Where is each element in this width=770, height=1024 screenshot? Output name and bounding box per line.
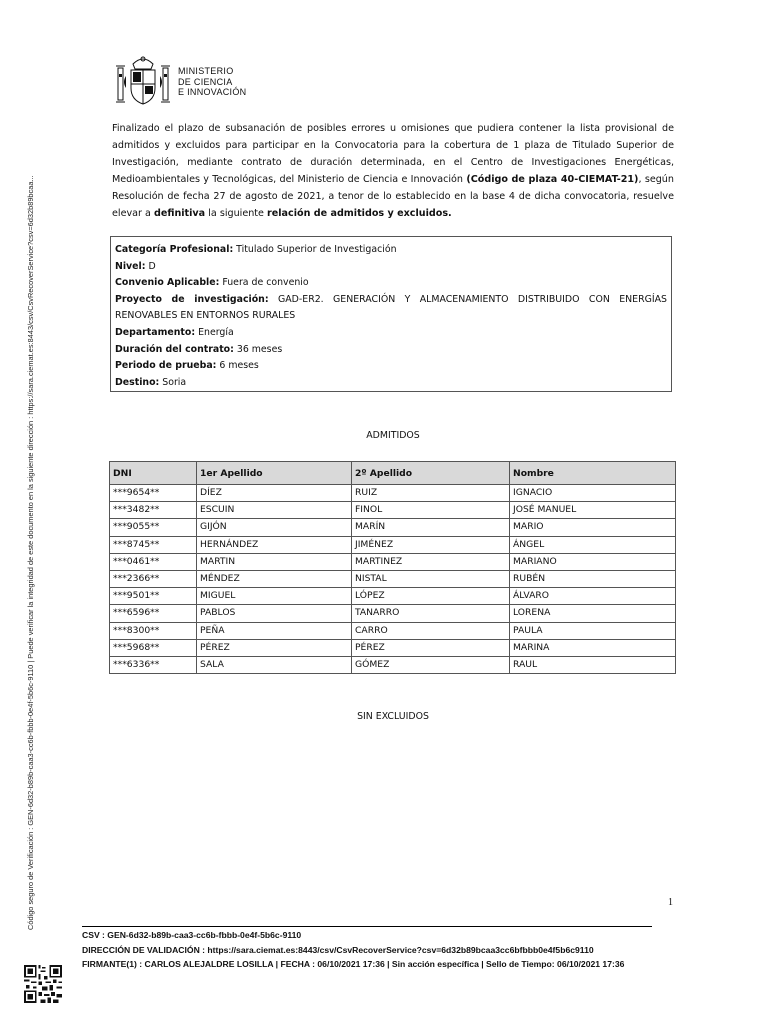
cell-nombre: LORENA	[510, 605, 676, 622]
header-dni: DNI	[110, 462, 197, 485]
table-row	[110, 485, 676, 502]
cell-apellido2: MARTINEZ	[352, 553, 510, 570]
plaza-code: (Código de plaza 40-CIEMAT-21)	[466, 174, 639, 185]
table-row	[110, 639, 676, 656]
proyecto-row	[115, 292, 667, 325]
intro-paragraph	[112, 120, 674, 222]
table-row	[110, 588, 676, 605]
cell-apellido1: PABLOS	[197, 605, 352, 622]
cell-nombre: JOSÉ MANUEL	[510, 502, 676, 519]
admitidos-title: ADMITIDOS	[366, 430, 420, 441]
cell-apellido2: GÓMEZ	[352, 656, 510, 673]
cell-dni: ***8745**	[110, 536, 197, 553]
cell-dni: ***8300**	[110, 622, 197, 639]
cell-apellido2: LÓPEZ	[352, 588, 510, 605]
cell-apellido1: DÍEZ	[197, 485, 352, 502]
cell-nombre: PAULA	[510, 622, 676, 639]
nivel-label: Nivel:	[115, 260, 146, 272]
admitidos-table	[109, 461, 676, 674]
departamento-row	[115, 325, 667, 342]
duracion-label: Duración del contrato:	[115, 343, 234, 355]
excluidos-title: SIN EXCLUIDOS	[357, 711, 429, 722]
cell-apellido1: SALA	[197, 656, 352, 673]
cell-apellido2: MARÍN	[352, 519, 510, 536]
logo-line-2: DE CIENCIA	[178, 76, 233, 87]
cell-apellido2: FINOL	[352, 502, 510, 519]
table-row	[110, 536, 676, 553]
table-row	[110, 519, 676, 536]
table-row	[110, 656, 676, 673]
proyecto-value: GAD-ER2. GENERACIÓN Y ALMACENAMIENTO DISTRIBUIDO CON ENERGÍAS RENOVABLES EN ENTORNOS RURALES	[115, 293, 667, 322]
table-row	[110, 502, 676, 519]
cell-apellido1: HERNÁNDEZ	[197, 536, 352, 553]
cell-apellido1: ESCUIN	[197, 502, 352, 519]
destino-row	[115, 375, 667, 392]
table-row	[110, 553, 676, 570]
cell-apellido1: MIGUEL	[197, 588, 352, 605]
header-apellido1: 1er Apellido	[197, 462, 352, 485]
cell-dni: ***2366**	[110, 570, 197, 587]
cell-dni: ***3482**	[110, 502, 197, 519]
categoria-value: Titulado Superior de Investigación	[233, 244, 397, 255]
table-row	[110, 605, 676, 622]
footer-signer: FIRMANTE(1) : CARLOS ALEJALDRE LOSILLA | FECHA : 06/10/2021 17:36 | Sin acción específica | Sello de Tiempo: 06/10/2021 17:36	[82, 959, 625, 969]
intro-text-1: Finalizado el plazo de subsanación de posibles errores u omisiones que pudiera contener la lista provisional de admitidos y excluidos para participar en la Convocatoria para la cobertura de 1 plaza de Titulado Superior de Investigación, mediante contrato de duración determinada, en el Centro de Investigaciones Energéticas, Medioambientales y Tecnológicas, del Ministerio de Ciencia e Innovación	[112, 123, 674, 185]
logo-line-1: MINISTERIO	[178, 66, 234, 77]
cell-dni: ***6336**	[110, 656, 197, 673]
cell-nombre: MARINA	[510, 639, 676, 656]
departamento-value: Energía	[195, 326, 234, 338]
page-number: 1	[668, 897, 673, 908]
relacion-text: relación de admitidos y excluidos.	[267, 208, 452, 219]
cell-apellido2: TANARRO	[352, 605, 510, 622]
table-row	[110, 622, 676, 639]
cell-nombre: ÁNGEL	[510, 536, 676, 553]
periodo-label: Periodo de prueba:	[115, 360, 217, 372]
cell-apellido1: MÉNDEZ	[197, 570, 352, 587]
cell-apellido1: MARTIN	[197, 553, 352, 570]
footer-validation-url: DIRECCIÓN DE VALIDACIÓN : https://sara.ciemat.es:8443/csv/CsvRecoverService?csv=6d32b89bcaa3cc6bfbbb0e4f5b6c9110	[82, 944, 594, 955]
cell-dni: ***0461**	[110, 553, 197, 570]
cell-dni: ***9055**	[110, 519, 197, 536]
convenio-row	[115, 275, 667, 292]
cell-apellido2: NISTAL	[352, 570, 510, 587]
cell-apellido1: PÉREZ	[197, 639, 352, 656]
header-apellido2: 2º Apellido	[352, 462, 510, 485]
verification-side-note: Código seguro de Verificación : GEN-6d32-b89b-caa3-cc6b-fbbb-0e4f-5b6c-9110 | Puede verificar la integridad de este documento en la siguiente dirección : https://sara.ciemat.es:8443/csv/CsvRecoverService?csv=6d32b89bcaa...	[26, 175, 35, 930]
departamento-label: Departamento:	[115, 326, 196, 338]
cell-dni: ***5968**	[110, 639, 197, 656]
cell-nombre: RAUL	[510, 656, 676, 673]
proyecto-label: Proyecto de investigación:	[115, 293, 269, 305]
position-info-box	[110, 236, 672, 392]
cell-dni: ***9654**	[110, 485, 197, 502]
cell-apellido2: CARRO	[352, 622, 510, 639]
intro-text-2: , según Resolución de fecha 27 de agosto de 2021, a tenor de lo establecido en la base 4 de dicha convocatoria, resuelve elevar a	[112, 174, 674, 219]
cell-nombre: ÁLVARO	[510, 588, 676, 605]
cell-apellido2: RUIZ	[352, 485, 510, 502]
coat-of-arms-icon	[114, 54, 172, 110]
table-header-row	[110, 462, 676, 485]
cell-apellido1: GIJÓN	[197, 519, 352, 536]
nivel-row	[115, 259, 667, 276]
convenio-value: Fuera de convenio	[219, 277, 309, 289]
categoria-label: Categoría Profesional:	[115, 244, 234, 255]
periodo-row	[115, 358, 667, 375]
duracion-value: 36 meses	[233, 343, 283, 355]
intro-text-3: la siguiente	[205, 208, 268, 219]
ministry-logo	[114, 54, 246, 110]
cell-dni: ***9501**	[110, 588, 197, 605]
cell-nombre: IGNACIO	[510, 485, 676, 502]
categoria-row	[115, 242, 667, 259]
cell-dni: ***6596**	[110, 605, 197, 622]
cell-nombre: MARIO	[510, 519, 676, 536]
cell-apellido2: JIMÉNEZ	[352, 536, 510, 553]
periodo-value: 6 meses	[216, 360, 259, 372]
header-nombre: Nombre	[510, 462, 676, 485]
signature-footer	[82, 928, 624, 972]
logo-line-3: E INNOVACIÓN	[178, 87, 247, 98]
footer-csv: CSV : GEN-6d32-b89b-caa3-cc6b-fbbb-0e4f-5b6c-9110	[82, 930, 302, 940]
destino-value: Soria	[159, 376, 187, 388]
convenio-label: Convenio Aplicable:	[115, 277, 220, 289]
cell-nombre: RUBÉN	[510, 570, 676, 587]
nivel-value: D	[145, 260, 156, 272]
destino-label: Destino:	[115, 376, 160, 388]
cell-apellido2: PÉREZ	[352, 639, 510, 656]
definitiva-text: definitiva	[153, 208, 206, 219]
qr-code-icon	[24, 965, 62, 1003]
duracion-row	[115, 342, 667, 359]
table-row	[110, 570, 676, 587]
footer-divider	[82, 926, 652, 927]
cell-nombre: MARIANO	[510, 553, 676, 570]
cell-apellido1: PEÑA	[197, 622, 352, 639]
